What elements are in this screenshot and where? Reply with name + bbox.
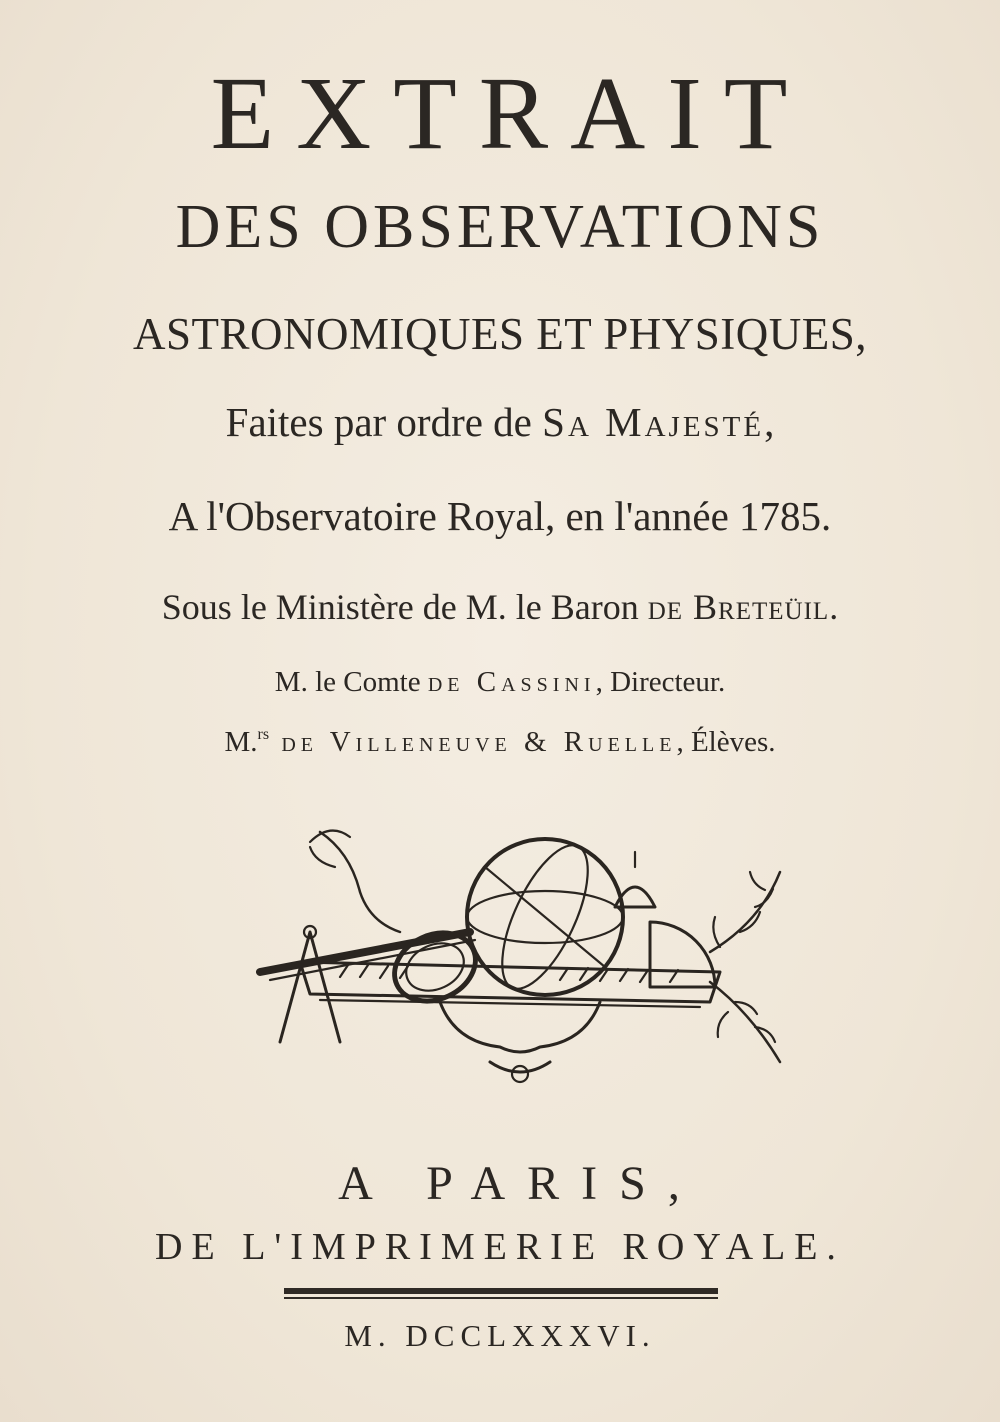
place-of-publication: A PARIS,: [338, 1157, 702, 1210]
students-prefix: M.: [224, 726, 258, 758]
director-title: , Directeur.: [595, 666, 726, 698]
subtitle-line-2: ASTRONOMIQUES ET PHYSIQUES,: [133, 309, 867, 359]
astronomical-instruments-vignette: [240, 812, 800, 1102]
majesty-text: Sa Majesté: [542, 399, 765, 445]
students-line: [0, 727, 1000, 757]
publication-date: M. DCCLXXXVI.: [344, 1318, 656, 1353]
printer: DE L'IMPRIMERIE ROYALE.: [155, 1226, 845, 1268]
ministry-text: Sous le Ministère de M. le Baron: [161, 587, 648, 627]
director-prefix: M. le Comte: [274, 666, 428, 698]
double-rule-thick: [284, 1288, 718, 1294]
commission-punct: ,: [764, 399, 775, 445]
minister-name: de Breteüil: [647, 587, 830, 627]
director-line: [0, 668, 1000, 697]
students-sup: rs: [257, 726, 270, 743]
commission-text: Faites par ordre de: [225, 399, 543, 445]
ministry-punct: .: [829, 587, 839, 627]
double-rule-thin: [284, 1297, 718, 1299]
commission-line: [0, 399, 1000, 445]
observatory-line: A l'Observatoire Royal, en l'année 1785.: [168, 493, 832, 539]
director-name: de Cassini: [427, 666, 596, 698]
students-title: , Élèves.: [676, 726, 776, 758]
main-title: EXTRAIT: [210, 56, 810, 171]
ministry-line: [0, 589, 1000, 625]
subtitle: DES OBSERVATIONS: [175, 193, 825, 261]
students-names: de Villeneuve & Ruelle: [269, 726, 677, 758]
